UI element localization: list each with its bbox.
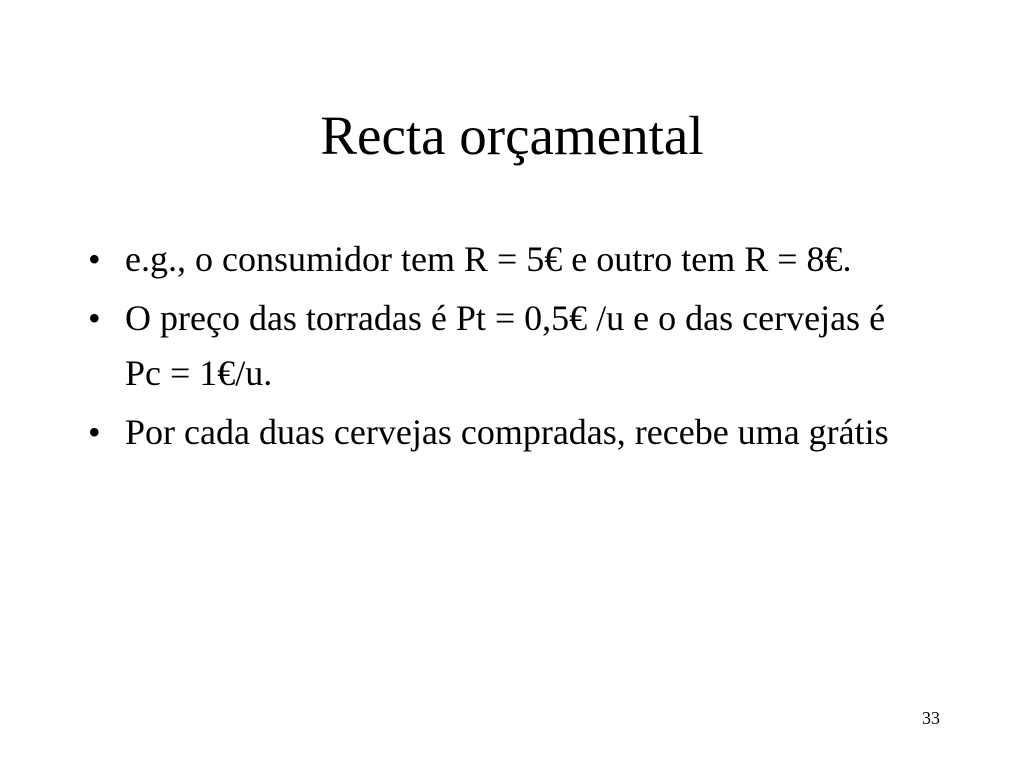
bullet-list xyxy=(88,232,928,464)
bullet-text: O preço das torradas é Pt = 0,5€ /u e o das cervejas é Pc = 1€/u. xyxy=(125,298,886,393)
bullet-icon: • xyxy=(88,412,101,452)
slide-title: Recta orçamental xyxy=(320,105,704,166)
bullet-item xyxy=(88,232,928,287)
bullet-text: Por cada duas cervejas compradas, recebe uma grátis xyxy=(125,412,889,452)
page-number: 33 xyxy=(922,708,940,728)
bullet-icon: • xyxy=(88,298,101,338)
bullet-text: e.g., o consumidor tem R = 5€ e outro tem R = 8€. xyxy=(125,239,852,279)
bullet-item xyxy=(88,291,928,401)
bullet-icon: • xyxy=(88,239,101,279)
bullet-item xyxy=(88,405,928,460)
